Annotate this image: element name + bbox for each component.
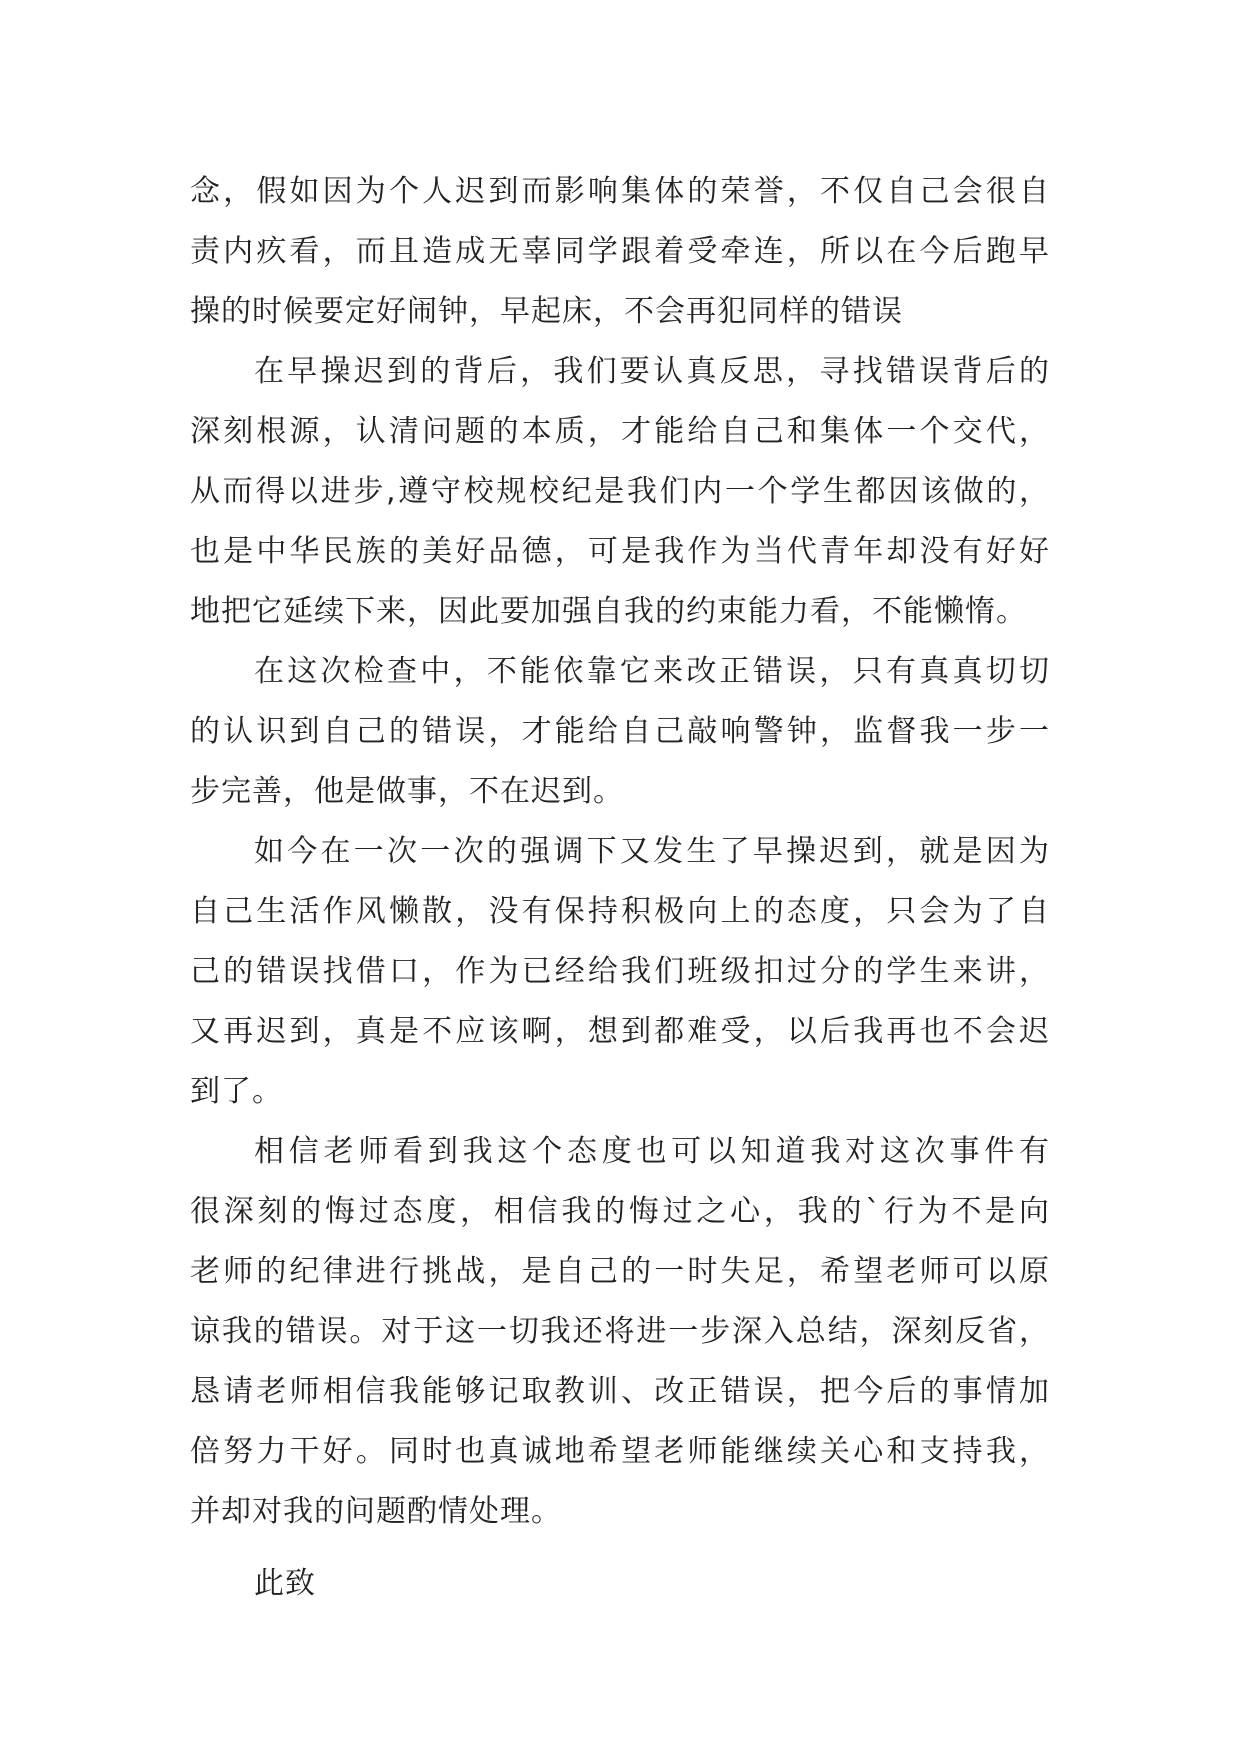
closing-salutation: 此致	[254, 1566, 316, 1601]
text-line: 己的错误找借口，作为已经给我们班级扣过分的学生来讲，	[190, 954, 1050, 989]
text-line: 到了。	[190, 1074, 283, 1109]
spacer	[190, 1542, 1050, 1554]
text-line: 如今在一次一次的强调下又发生了早操迟到，就是因为	[254, 834, 1050, 869]
paragraph	[190, 822, 1050, 1122]
text-line: 深刻根源，认清问题的本质，才能给自己和集体一个交代，	[190, 414, 1050, 449]
text-line: 并却对我的问题酌情处理。	[190, 1494, 562, 1529]
paragraph	[190, 1122, 1050, 1542]
text-line: 操的时候要定好闹钟，早起床，不会再犯同样的错误	[190, 294, 903, 329]
paragraph	[190, 642, 1050, 822]
text-line: 老师的纪律进行挑战，是自己的一时失足，希望老师可以原	[190, 1254, 1050, 1289]
text-line: 的认识到自己的错误，才能给自己敲响警钟，监督我一步一	[190, 714, 1050, 749]
text-line: 念，假如因为个人迟到而影响集体的荣誉，不仅自己会很自	[190, 174, 1050, 209]
text-line: 自己生活作风懒散，没有保持积极向上的态度，只会为了自	[190, 894, 1050, 929]
text-line: 在这次检查中，不能依靠它来改正错误，只有真真切切	[254, 654, 1050, 689]
letter-body	[190, 162, 1050, 1614]
text-line: 步完善，他是做事，不在迟到。	[190, 774, 624, 809]
text-line: 地把它延续下来，因此要加强自我的约束能力看，不能懒惰。	[190, 594, 1027, 629]
text-line: 相信老师看到我这个态度也可以知道我对这次事件有	[254, 1134, 1050, 1169]
text-line: 也是中华民族的美好品德，可是我作为当代青年却没有好好	[190, 534, 1050, 569]
text-line: 在早操迟到的背后，我们要认真反思，寻找错误背后的	[254, 354, 1050, 389]
text-line: 很深刻的悔过态度，相信我的悔过之心，我的`行为不是向	[190, 1194, 1050, 1229]
closing-paragraph	[190, 1554, 1050, 1614]
text-line: 恳请老师相信我能够记取教训、改正错误，把今后的事情加	[190, 1374, 1050, 1409]
text-line: 从而得以进步,遵守校规校纪是我们内一个学生都因该做的，	[190, 474, 1050, 509]
paragraph	[190, 342, 1050, 642]
paragraph	[190, 162, 1050, 342]
text-line: 谅我的错误。对于这一切我还将进一步深入总结，深刻反省，	[190, 1314, 1050, 1349]
text-line: 倍努力干好。同时也真诚地希望老师能继续关心和支持我，	[190, 1434, 1050, 1469]
text-line: 责内疚看，而且造成无辜同学跟着受牵连，所以在今后跑早	[190, 234, 1050, 269]
text-line: 又再迟到，真是不应该啊，想到都难受，以后我再也不会迟	[190, 1014, 1050, 1049]
